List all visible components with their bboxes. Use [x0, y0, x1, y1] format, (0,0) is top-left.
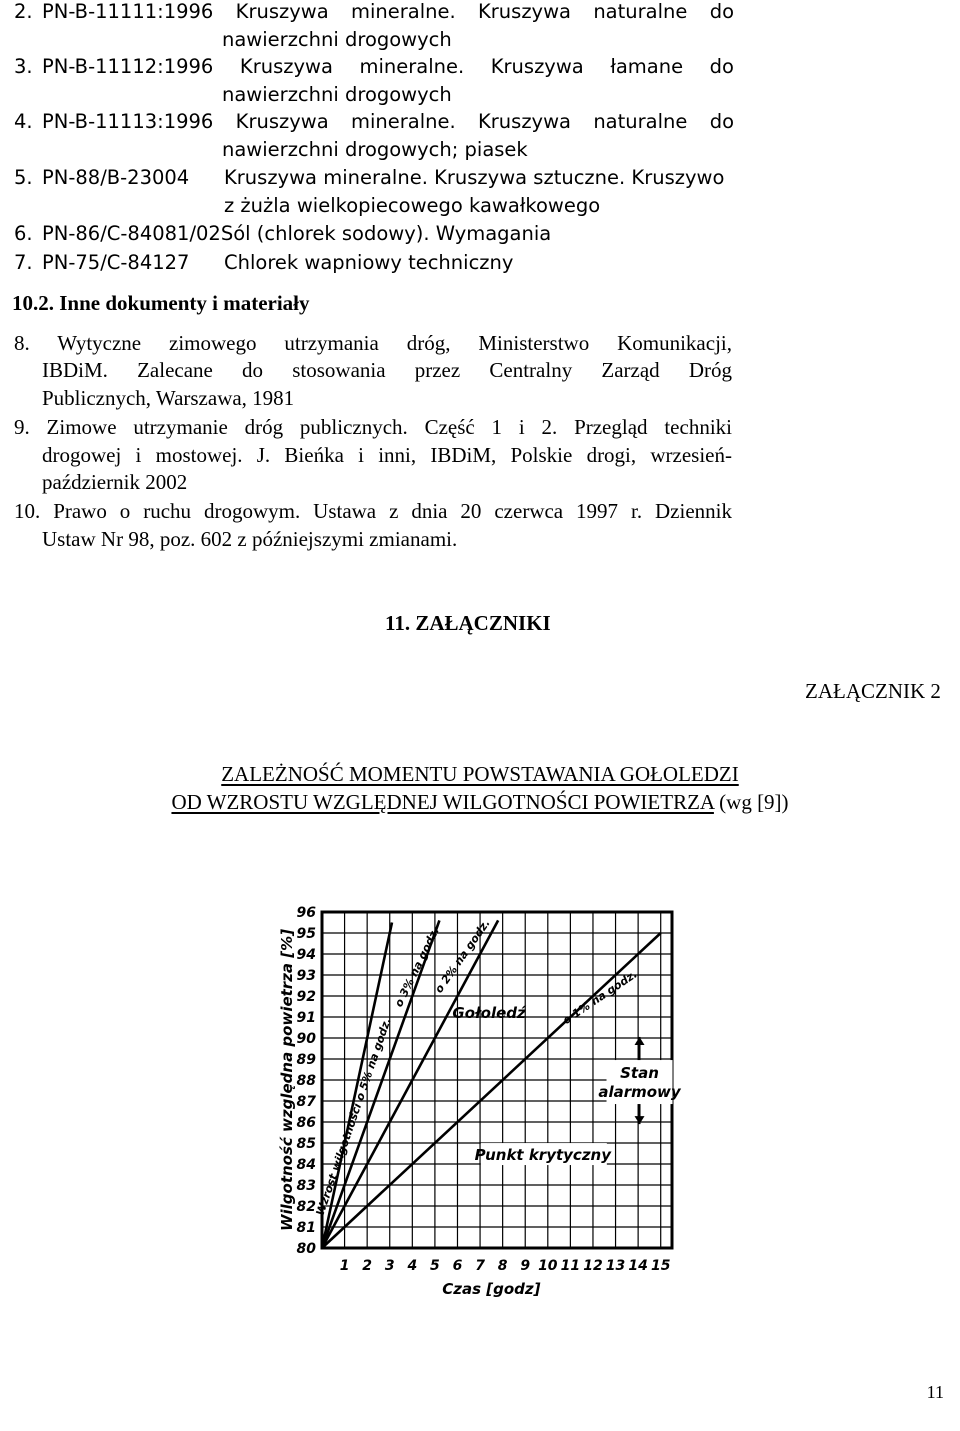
- x-tick-label: 11: [560, 1258, 581, 1274]
- standard-code: PN-B-11111:1996: [42, 0, 214, 23]
- standard-description: Kruszywa mineralne. Kruszywa sztuczne. Kruszywo: [224, 166, 725, 189]
- y-tick-label: 89: [296, 1052, 316, 1068]
- standard-code: PN-88/B-23004: [42, 166, 190, 189]
- x-tick-label: 12: [583, 1258, 603, 1274]
- standard-word: do: [709, 55, 734, 78]
- standard-number: 6.: [14, 222, 33, 245]
- y-tick-label: 95: [296, 926, 316, 942]
- y-tick-label: 85: [296, 1136, 316, 1152]
- standard-word: mineralne.: [350, 110, 456, 133]
- standard-word: mineralne.: [350, 0, 456, 23]
- standard-number: 2.: [14, 0, 33, 23]
- y-tick-label: 87: [296, 1094, 316, 1110]
- y-tick-label: 90: [296, 1031, 316, 1047]
- y-tick-label: 83: [296, 1178, 316, 1194]
- y-tick-label: 88: [296, 1073, 316, 1089]
- standard-code: PN-B-11112:1996: [42, 55, 214, 78]
- x-tick-label: 5: [430, 1258, 440, 1274]
- standard-line: [42, 110, 734, 134]
- y-tick-label: 92: [296, 989, 316, 1005]
- x-tick-label: 1: [339, 1258, 350, 1274]
- reference-line: 9. Zimowe utrzymanie dróg publicznych. Część 1 i 2. Przegląd techniki: [14, 415, 732, 439]
- standard-number: 3.: [14, 55, 33, 78]
- x-tick-label: 7: [475, 1258, 485, 1274]
- series-label: o 2% na godz.: [432, 916, 493, 996]
- standard-word: do: [709, 110, 734, 133]
- y-tick-label: 86: [296, 1115, 316, 1131]
- standard-code: PN-B-11113:1996: [42, 110, 214, 133]
- y-tick-labels: [297, 905, 317, 1257]
- standard-word: łamane: [610, 55, 684, 78]
- standard-line: [42, 0, 734, 24]
- attachment-label: ZAŁĄCZNIK 2: [805, 679, 941, 703]
- standard-word: naturalne: [593, 110, 688, 133]
- standard-word: Kruszywa: [239, 55, 333, 78]
- standard-code: PN-75/C-84127: [42, 251, 190, 274]
- y-tick-label: 91: [296, 1010, 316, 1026]
- x-tick-labels: [340, 1258, 671, 1274]
- x-tick-label: 13: [605, 1258, 626, 1274]
- standard-word: Kruszywa: [490, 55, 584, 78]
- standard-word: Kruszywa: [235, 0, 329, 23]
- x-tick-label: 6: [452, 1258, 463, 1274]
- reference-line: IBDiM. Zalecane do stosowania przez Centralny Zarząd Dróg: [42, 358, 732, 382]
- section-heading: 10.2. Inne dokumenty i materiały: [12, 291, 310, 315]
- reference-line: 10. Prawo o ruchu drogowym. Ustawa z dnia 20 czerwca 1997 r. Dziennik: [14, 499, 732, 523]
- attachments-heading: 11. ZAŁĄCZNIKI: [385, 611, 551, 635]
- standard-continuation: nawierzchni drogowych; piasek: [222, 138, 528, 161]
- reference-line: 8. Wytyczne zimowego utrzymania dróg, Ministerstwo Komunikacji,: [14, 331, 732, 355]
- y-tick-label: 80: [296, 1241, 316, 1257]
- standard-word: do: [709, 0, 734, 23]
- annotation-alarm-1: Stan: [620, 1064, 659, 1083]
- series-label: Wzrost wilgotności o 5% na godz.: [313, 1015, 394, 1218]
- standard-line: [42, 55, 734, 79]
- y-tick-label: 96: [296, 905, 316, 921]
- y-tick-label: 94: [296, 947, 316, 963]
- y-tick-label: 82: [296, 1199, 316, 1215]
- standard-word: Kruszywa: [478, 0, 571, 23]
- x-tick-label: 3: [384, 1258, 395, 1274]
- series-label: o 1% na godz.: [560, 967, 640, 1027]
- standard-word: Kruszywa: [478, 110, 571, 133]
- figure-title-line-2: [0, 790, 960, 815]
- figure-title-source: (wg [9]): [713, 790, 789, 814]
- reference-line: Ustaw Nr 98, poz. 602 z późniejszymi zmianami.: [42, 527, 458, 551]
- standard-number: 7.: [14, 251, 33, 274]
- standard-word: naturalne: [593, 0, 688, 23]
- annotation-critical-point: Punkt krytyczny: [474, 1146, 612, 1165]
- y-tick-label: 93: [296, 968, 316, 984]
- standard-word: Kruszywa: [235, 110, 329, 133]
- standard-number: 4.: [14, 110, 33, 133]
- annotation-alarm-2: alarmowy: [598, 1083, 681, 1102]
- x-tick-label: 9: [520, 1258, 531, 1274]
- x-tick-label: 15: [650, 1258, 671, 1274]
- reference-line: Publicznych, Warszawa, 1981: [42, 386, 295, 410]
- y-axis-label: Wilgotność względna powietrza [%]: [278, 928, 296, 1232]
- page-number: 11: [926, 1382, 944, 1402]
- standard-continuation: nawierzchni drogowych: [222, 83, 452, 106]
- y-tick-label: 84: [296, 1157, 316, 1173]
- standard-word: mineralne.: [359, 55, 465, 78]
- annotation-gololedz: Gołoledź: [452, 1004, 526, 1023]
- x-tick-label: 10: [538, 1258, 558, 1274]
- figure-title-main: OD WZROSTU WZGLĘDNEJ WILGOTNOŚCI POWIETRZA: [171, 790, 714, 814]
- x-tick-label: 8: [497, 1258, 508, 1274]
- standard-code: PN-86/C-84081/02Sól (chlorek sodowy). Wymagania: [42, 222, 552, 245]
- x-tick-label: 4: [407, 1258, 418, 1274]
- x-axis-label: Czas [godz]: [442, 1280, 541, 1298]
- chart-annotations: [314, 917, 682, 1217]
- x-tick-label: 14: [628, 1258, 648, 1274]
- standard-number: 5.: [14, 166, 33, 189]
- x-tick-label: 2: [362, 1258, 373, 1274]
- standard-continuation: nawierzchni drogowych: [222, 28, 452, 51]
- series-label: o 3% na godz.: [392, 925, 442, 1010]
- humidity-chart: [0, 880, 960, 1320]
- y-tick-label: 81: [296, 1220, 316, 1236]
- standard-description: Chlorek wapniowy techniczny: [224, 251, 514, 274]
- standard-continuation: z żużla wielkopiecowego kawałkowego: [224, 194, 601, 217]
- figure-title-line-1: ZALEŻNOŚĆ MOMENTU POWSTAWANIA GOŁOLEDZI: [221, 762, 739, 786]
- alarm-arrow-down-head: [635, 1116, 645, 1124]
- reference-line: październik 2002: [42, 470, 188, 494]
- reference-line: drogowej i mostowej. J. Bieńka i inni, IBDiM, Polskie drogi, wrzesień-: [42, 443, 732, 467]
